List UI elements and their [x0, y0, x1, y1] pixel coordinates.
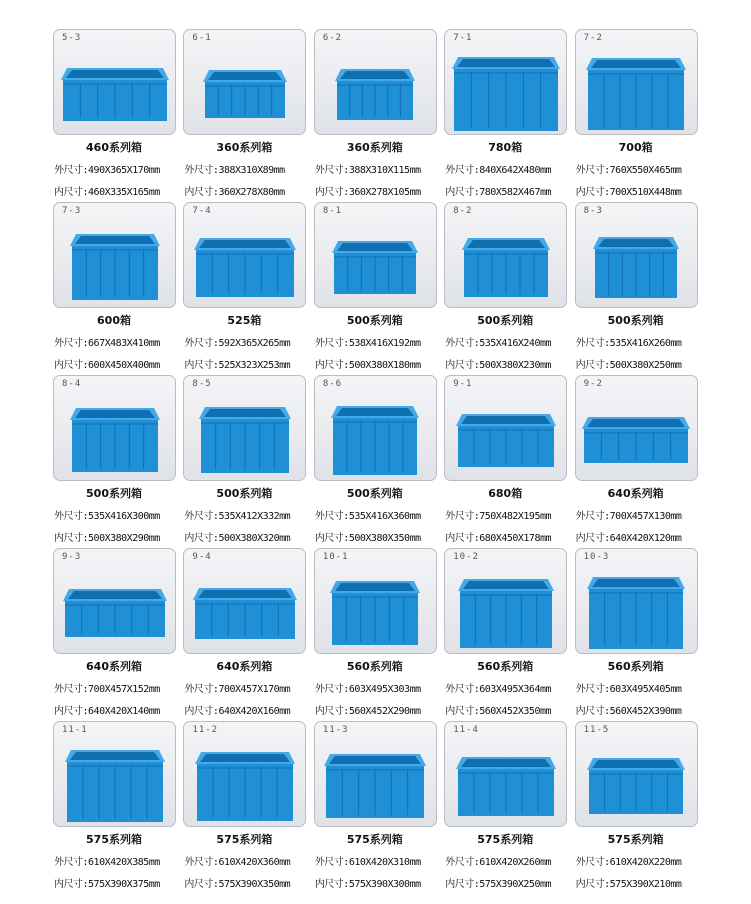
product-title: 500系列箱 [346, 487, 403, 500]
inner-dimensions-value: 575X390X210mm [609, 879, 682, 890]
outer-dimensions-value: 667X483X410mm [88, 338, 160, 349]
product-title: 640系列箱 [216, 660, 273, 673]
crate-image [335, 69, 415, 120]
inner-dimensions [54, 183, 160, 198]
outer-dimensions-label: 外尺寸: [314, 338, 349, 349]
inner-dimensions [576, 356, 682, 371]
crate-image [582, 417, 690, 463]
outer-dimensions-value: 700X457X170mm [218, 684, 291, 695]
crate-image [586, 58, 686, 130]
inner-dimensions [184, 702, 290, 717]
product-card[interactable] [443, 548, 572, 721]
inner-dimensions-label: 内尺寸: [54, 360, 89, 371]
outer-dimensions-label: 外尺寸: [445, 338, 480, 349]
product-image-frame [314, 721, 437, 827]
product-code: 8-4 [62, 379, 82, 389]
crate-image [330, 581, 420, 645]
outer-dimensions-label: 外尺寸: [445, 857, 480, 868]
product-code: 11-4 [453, 725, 479, 735]
product-card[interactable] [443, 375, 572, 548]
product-code: 9-1 [453, 379, 473, 389]
product-image-frame [575, 375, 698, 481]
outer-dimensions [184, 680, 290, 695]
product-title: 460系列箱 [86, 141, 142, 154]
inner-dimensions [184, 529, 290, 544]
inner-dimensions-value: 640X420X140mm [88, 706, 160, 717]
product-code: 6-1 [192, 33, 212, 43]
outer-dimensions-value: 388X310X115mm [348, 165, 421, 176]
outer-dimensions [445, 507, 551, 522]
outer-dimensions-label: 外尺寸: [314, 684, 349, 695]
outer-dimensions [315, 853, 421, 868]
outer-dimensions [54, 507, 160, 522]
inner-dimensions-label: 内尺寸: [575, 879, 610, 890]
outer-dimensions [184, 507, 290, 522]
product-image-frame [575, 29, 698, 135]
inner-dimensions-label: 内尺寸: [314, 706, 349, 717]
product-row [52, 202, 704, 375]
product-code: 5-3 [62, 33, 82, 43]
outer-dimensions-value: 603X495X405mm [609, 684, 682, 695]
inner-dimensions-value: 360X278X105mm [348, 187, 421, 198]
inner-dimensions-label: 内尺寸: [184, 360, 219, 371]
crate-image [194, 238, 296, 297]
product-card[interactable] [313, 548, 442, 721]
product-card[interactable] [443, 202, 572, 375]
product-code: 8-6 [322, 379, 343, 389]
product-card[interactable] [182, 721, 311, 894]
product-title: 640系列箱 [86, 660, 142, 673]
outer-dimensions-label: 外尺寸: [445, 511, 480, 522]
outer-dimensions-value: 535X416X300mm [88, 511, 160, 522]
product-card[interactable] [574, 375, 703, 548]
product-card[interactable] [313, 29, 442, 202]
product-row [52, 548, 704, 721]
product-row [52, 375, 704, 548]
crate-image [193, 588, 297, 639]
inner-dimensions-value: 500X380X320mm [218, 533, 291, 544]
outer-dimensions [445, 680, 551, 695]
product-card[interactable] [52, 29, 181, 202]
outer-dimensions [445, 161, 551, 176]
inner-dimensions-value: 575X390X350mm [218, 879, 291, 890]
crate-image [70, 408, 160, 472]
crate-image [70, 234, 160, 300]
product-title: 575系列箱 [216, 833, 273, 846]
inner-dimensions-label: 内尺寸: [575, 187, 610, 198]
product-image-frame [183, 548, 306, 654]
crate-image [587, 758, 685, 814]
product-title: 560系列箱 [607, 660, 664, 673]
outer-dimensions [315, 161, 421, 176]
product-title: 500系列箱 [216, 487, 273, 500]
product-card[interactable] [313, 202, 442, 375]
inner-dimensions [54, 702, 160, 717]
product-card[interactable] [443, 721, 572, 894]
product-code: 7-2 [583, 33, 603, 43]
crate-image [324, 754, 426, 818]
product-image-frame [575, 721, 698, 827]
product-image-frame [314, 202, 437, 308]
outer-dimensions [576, 680, 682, 695]
inner-dimensions [576, 529, 682, 544]
outer-dimensions [54, 161, 160, 176]
product-code: 10-3 [583, 552, 610, 562]
outer-dimensions-value: 760X550X465mm [609, 165, 682, 176]
outer-dimensions-label: 外尺寸: [54, 338, 89, 349]
outer-dimensions [445, 334, 551, 349]
product-image-frame [53, 375, 176, 481]
outer-dimensions [54, 334, 160, 349]
crate-image [203, 70, 287, 118]
inner-dimensions [184, 356, 290, 371]
product-title: 360系列箱 [346, 141, 403, 154]
product-title: 700箱 [618, 141, 653, 154]
crate-image [331, 406, 419, 475]
inner-dimensions-value: 575X390X300mm [348, 879, 421, 890]
inner-dimensions-label: 内尺寸: [314, 533, 349, 544]
product-image-frame [183, 202, 306, 308]
inner-dimensions [54, 875, 160, 890]
outer-dimensions-label: 外尺寸: [54, 511, 89, 522]
product-title: 680箱 [488, 487, 523, 500]
inner-dimensions-value: 640X420X120mm [609, 533, 682, 544]
product-title: 560系列箱 [346, 660, 403, 673]
product-image-frame [183, 29, 306, 135]
product-code: 8-2 [453, 206, 473, 216]
product-card[interactable] [313, 721, 442, 894]
product-card[interactable] [182, 375, 311, 548]
outer-dimensions-value: 700X457X152mm [88, 684, 160, 695]
product-image-frame [183, 721, 306, 827]
product-row [52, 721, 704, 894]
product-code: 8-3 [583, 206, 603, 216]
product-code: 11-3 [322, 725, 349, 735]
product-code: 8-5 [192, 379, 212, 389]
inner-dimensions-label: 内尺寸: [184, 533, 219, 544]
inner-dimensions-value: 575X390X375mm [88, 879, 160, 890]
outer-dimensions-label: 外尺寸: [184, 338, 219, 349]
outer-dimensions-label: 外尺寸: [314, 511, 349, 522]
product-image-frame [575, 202, 698, 308]
inner-dimensions-value: 500X380X230mm [479, 360, 552, 371]
product-image-frame [575, 548, 698, 654]
outer-dimensions-value: 538X416X192mm [348, 338, 421, 349]
outer-dimensions-label: 外尺寸: [54, 857, 89, 868]
inner-dimensions-label: 内尺寸: [54, 187, 89, 198]
product-code: 10-2 [453, 552, 479, 562]
product-image-frame [183, 375, 306, 481]
outer-dimensions [184, 853, 290, 868]
crate-image [462, 238, 550, 297]
inner-dimensions-value: 525X323X253mm [218, 360, 291, 371]
outer-dimensions-label: 外尺寸: [314, 857, 349, 868]
outer-dimensions-label: 外尺寸: [445, 165, 480, 176]
inner-dimensions-value: 360X278X80mm [218, 187, 285, 198]
product-card[interactable] [52, 548, 181, 721]
product-image-frame [444, 375, 567, 481]
outer-dimensions-value: 535X416X360mm [348, 511, 421, 522]
inner-dimensions-label: 内尺寸: [184, 706, 219, 717]
product-card[interactable] [443, 29, 572, 202]
product-card[interactable] [52, 375, 181, 548]
crate-image [65, 750, 165, 822]
outer-dimensions-value: 610X420X360mm [218, 857, 291, 868]
product-card[interactable] [574, 548, 703, 721]
outer-dimensions-value: 610X420X385mm [88, 857, 160, 868]
crate-image [61, 68, 169, 121]
inner-dimensions-label: 内尺寸: [445, 187, 480, 198]
outer-dimensions-label: 外尺寸: [445, 684, 480, 695]
product-image-frame [53, 548, 176, 654]
product-title: 500系列箱 [477, 314, 534, 327]
product-grid [52, 29, 704, 894]
inner-dimensions [445, 875, 551, 890]
product-code: 9-2 [583, 379, 603, 389]
outer-dimensions [445, 853, 551, 868]
inner-dimensions [445, 356, 551, 371]
inner-dimensions-value: 460X335X165mm [88, 187, 160, 198]
product-code: 10-1 [322, 552, 349, 562]
product-image-frame [314, 375, 437, 481]
inner-dimensions-value: 500X380X250mm [609, 360, 682, 371]
inner-dimensions [184, 875, 290, 890]
outer-dimensions [315, 680, 421, 695]
outer-dimensions-label: 外尺寸: [575, 338, 610, 349]
inner-dimensions [576, 702, 682, 717]
product-title: 640系列箱 [607, 487, 664, 500]
product-row [52, 29, 704, 202]
outer-dimensions-label: 外尺寸: [575, 165, 610, 176]
product-title: 575系列箱 [86, 833, 142, 846]
inner-dimensions-value: 500X380X290mm [88, 533, 160, 544]
outer-dimensions-label: 外尺寸: [184, 857, 219, 868]
product-title: 525箱 [227, 314, 262, 327]
inner-dimensions-value: 560X452X350mm [479, 706, 552, 717]
product-code: 6-2 [322, 33, 343, 43]
inner-dimensions-label: 内尺寸: [575, 533, 610, 544]
crate-image [195, 752, 295, 821]
outer-dimensions-value: 490X365X170mm [88, 165, 160, 176]
product-card[interactable] [574, 721, 703, 894]
inner-dimensions [445, 529, 551, 544]
outer-dimensions-label: 外尺寸: [184, 684, 219, 695]
inner-dimensions-label: 内尺寸: [314, 360, 349, 371]
outer-dimensions [315, 334, 421, 349]
inner-dimensions-label: 内尺寸: [445, 706, 480, 717]
inner-dimensions-value: 700X510X448mm [609, 187, 682, 198]
product-code: 11-1 [62, 725, 88, 735]
product-image-frame [444, 721, 567, 827]
inner-dimensions [315, 875, 421, 890]
outer-dimensions-value: 610X420X310mm [348, 857, 421, 868]
inner-dimensions [445, 702, 551, 717]
product-card[interactable] [52, 202, 181, 375]
inner-dimensions [315, 183, 421, 198]
product-title: 575系列箱 [607, 833, 664, 846]
outer-dimensions-value: 388X310X89mm [218, 165, 285, 176]
outer-dimensions-value: 603X495X303mm [348, 684, 421, 695]
inner-dimensions-value: 500X380X180mm [348, 360, 421, 371]
outer-dimensions [54, 680, 160, 695]
inner-dimensions [54, 356, 160, 371]
crate-image [587, 577, 685, 649]
outer-dimensions-value: 610X420X220mm [609, 857, 682, 868]
inner-dimensions-label: 内尺寸: [54, 706, 89, 717]
inner-dimensions [184, 183, 284, 198]
crate-image [456, 757, 556, 816]
outer-dimensions [315, 507, 421, 522]
outer-dimensions-value: 840X642X480mm [479, 165, 552, 176]
outer-dimensions-label: 外尺寸: [575, 684, 610, 695]
product-card[interactable] [574, 202, 703, 375]
product-title: 575系列箱 [346, 833, 403, 846]
product-code: 11-5 [583, 725, 610, 735]
inner-dimensions [576, 875, 682, 890]
crate-image [593, 237, 679, 298]
inner-dimensions-value: 560X452X290mm [348, 706, 421, 717]
inner-dimensions-value: 600X450X400mm [88, 360, 160, 371]
product-card[interactable] [182, 548, 311, 721]
product-image-frame [444, 202, 567, 308]
inner-dimensions [315, 356, 421, 371]
product-code: 11-2 [192, 725, 219, 735]
product-image-frame [444, 29, 567, 135]
product-card[interactable] [182, 29, 311, 202]
outer-dimensions-value: 535X416X240mm [479, 338, 552, 349]
inner-dimensions [54, 529, 160, 544]
outer-dimensions-label: 外尺寸: [575, 511, 610, 522]
outer-dimensions-value: 535X416X260mm [609, 338, 682, 349]
inner-dimensions-label: 内尺寸: [445, 360, 480, 371]
inner-dimensions-value: 680X450X178mm [479, 533, 552, 544]
crate-image [456, 414, 556, 467]
product-title: 780箱 [488, 141, 523, 154]
inner-dimensions [576, 183, 682, 198]
product-image-frame [53, 29, 176, 135]
inner-dimensions [315, 529, 421, 544]
product-card[interactable] [574, 29, 703, 202]
crate-image [63, 589, 167, 637]
inner-dimensions-label: 内尺寸: [314, 187, 349, 198]
product-image-frame [314, 548, 437, 654]
inner-dimensions-label: 内尺寸: [575, 706, 610, 717]
inner-dimensions-label: 内尺寸: [445, 879, 480, 890]
outer-dimensions-value: 610X420X260mm [479, 857, 552, 868]
product-code: 9-4 [192, 552, 212, 562]
product-title: 575系列箱 [477, 833, 534, 846]
product-code: 7-1 [453, 33, 473, 43]
outer-dimensions [576, 161, 682, 176]
crate-image [452, 57, 560, 131]
outer-dimensions [576, 334, 682, 349]
product-title: 500系列箱 [346, 314, 403, 327]
crate-image [332, 241, 418, 294]
outer-dimensions-label: 外尺寸: [314, 165, 349, 176]
inner-dimensions-value: 780X582X467mm [479, 187, 552, 198]
product-title: 500系列箱 [607, 314, 664, 327]
outer-dimensions [576, 853, 682, 868]
inner-dimensions [445, 183, 551, 198]
product-image-frame [314, 29, 437, 135]
inner-dimensions-label: 内尺寸: [184, 187, 219, 198]
outer-dimensions-value: 750X482X195mm [479, 511, 552, 522]
outer-dimensions-label: 外尺寸: [54, 165, 89, 176]
product-title: 360系列箱 [216, 141, 273, 154]
outer-dimensions [184, 334, 290, 349]
inner-dimensions-label: 内尺寸: [54, 533, 89, 544]
outer-dimensions-value: 535X412X332mm [218, 511, 291, 522]
inner-dimensions-label: 内尺寸: [575, 360, 610, 371]
product-card[interactable] [52, 721, 181, 894]
inner-dimensions-value: 640X420X160mm [218, 706, 291, 717]
outer-dimensions-value: 603X495X364mm [479, 684, 552, 695]
outer-dimensions-label: 外尺寸: [184, 511, 219, 522]
inner-dimensions-label: 内尺寸: [445, 533, 480, 544]
product-title: 500系列箱 [86, 487, 142, 500]
outer-dimensions [576, 507, 682, 522]
outer-dimensions-label: 外尺寸: [184, 165, 219, 176]
product-code: 9-3 [62, 552, 82, 562]
product-title: 560系列箱 [477, 660, 534, 673]
product-card[interactable] [313, 375, 442, 548]
outer-dimensions [184, 161, 284, 176]
inner-dimensions-value: 560X452X390mm [609, 706, 682, 717]
outer-dimensions [54, 853, 160, 868]
inner-dimensions-value: 575X390X250mm [479, 879, 552, 890]
inner-dimensions-label: 内尺寸: [314, 879, 349, 890]
product-code: 7-3 [62, 206, 82, 216]
product-code: 7-4 [192, 206, 212, 216]
inner-dimensions-label: 内尺寸: [54, 879, 89, 890]
crate-image [199, 407, 291, 473]
product-image-frame [53, 202, 176, 308]
inner-dimensions [315, 702, 421, 717]
product-code: 8-1 [322, 206, 343, 216]
outer-dimensions-label: 外尺寸: [575, 857, 610, 868]
outer-dimensions-label: 外尺寸: [54, 684, 89, 695]
outer-dimensions-value: 700X457X130mm [609, 511, 682, 522]
inner-dimensions-label: 内尺寸: [184, 879, 219, 890]
inner-dimensions-value: 500X380X350mm [348, 533, 421, 544]
outer-dimensions-value: 592X365X265mm [218, 338, 291, 349]
crate-image [458, 579, 554, 648]
product-title: 600箱 [97, 314, 131, 327]
product-card[interactable] [182, 202, 311, 375]
product-image-frame [53, 721, 176, 827]
product-image-frame [444, 548, 567, 654]
